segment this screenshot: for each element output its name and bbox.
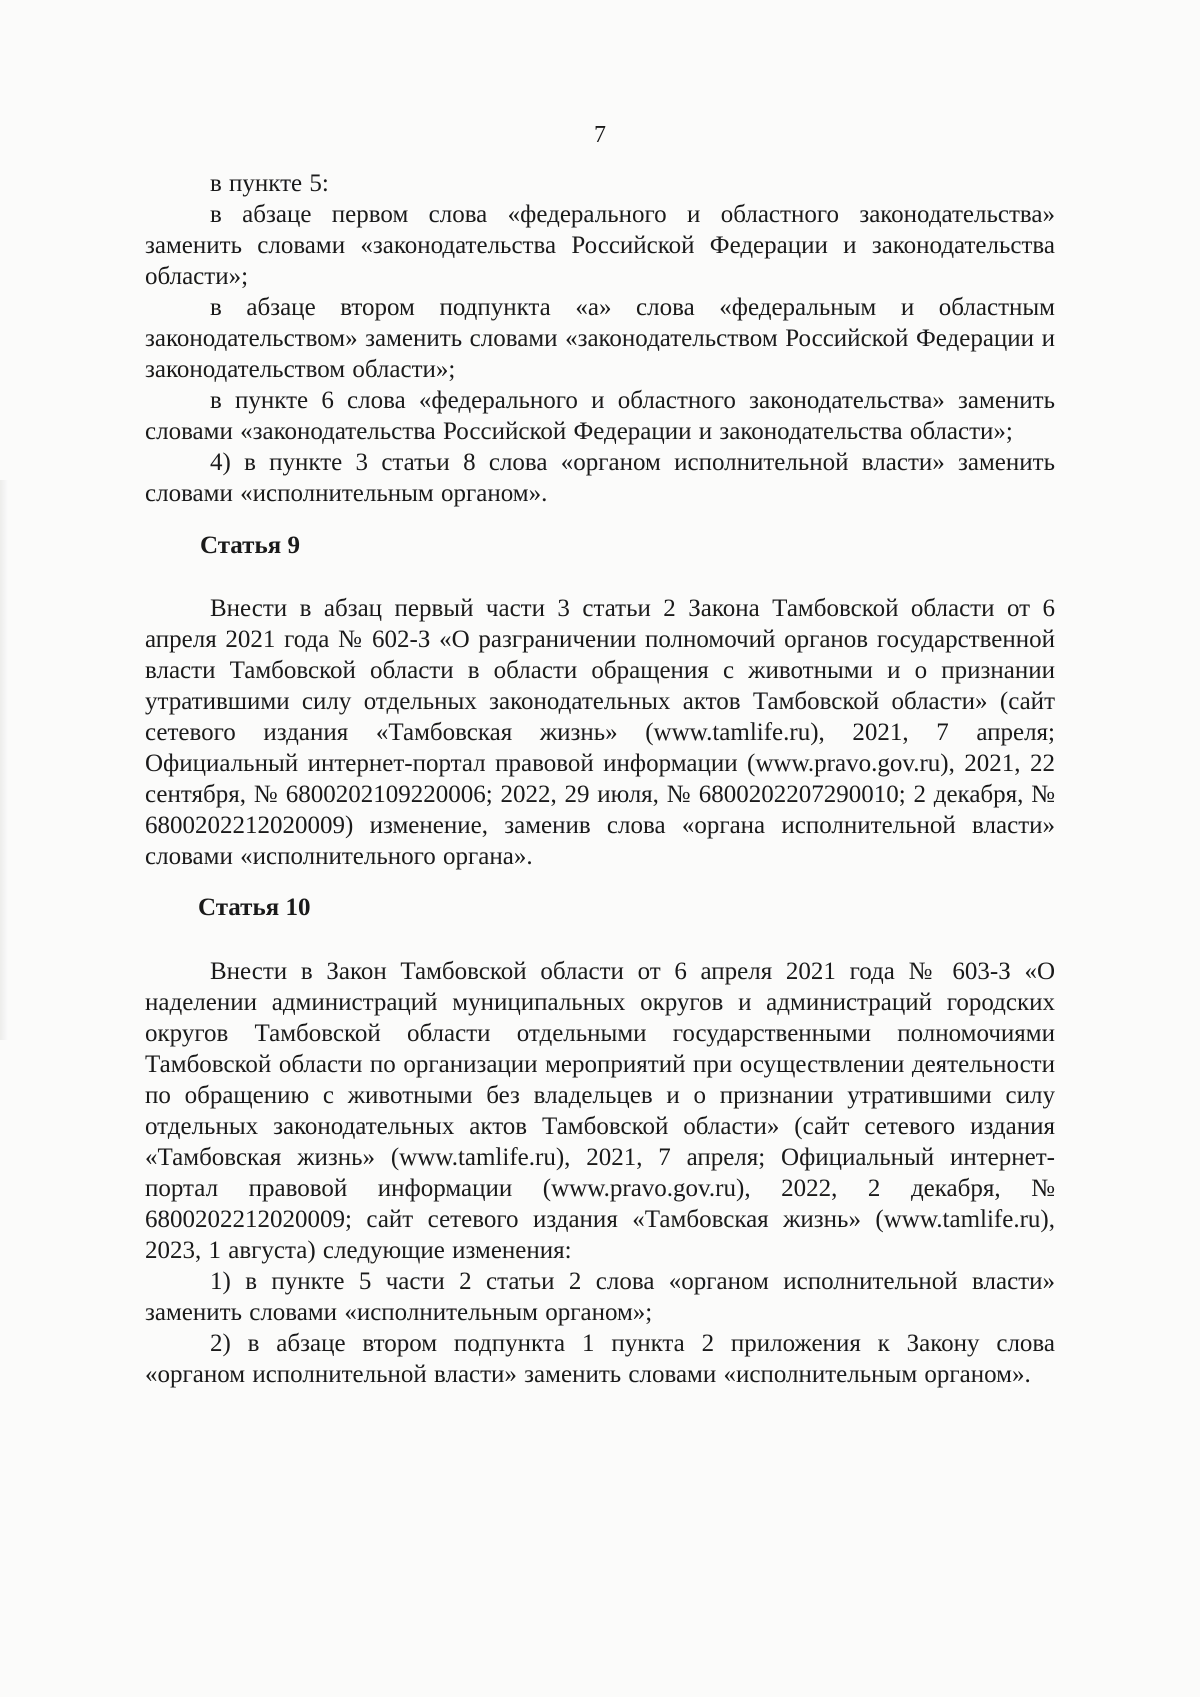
paragraph: 1) в пункте 5 части 2 статьи 2 слова «органом исполнительной власти» заменить словами «исполнительным органом»; (145, 1268, 1055, 1326)
paragraph: в абзаце первом слова «федерального и областного законодательства» заменить словами «законодательства Российской Федерации и законодательства области»; (145, 201, 1055, 290)
article-10-body (145, 956, 1055, 1390)
article-9-heading: Статья 9 (200, 532, 300, 559)
amendments-block (145, 168, 1055, 509)
article-9-body (145, 593, 1055, 872)
scan-edge-shadow (0, 480, 8, 1040)
page-number: 7 (594, 122, 606, 148)
paragraph: 4) в пункте 3 статьи 8 слова «органом исполнительной власти» заменить словами «исполнительным органом». (145, 449, 1055, 507)
paragraph: в абзаце втором подпункта «а» слова «федеральным и областным законодательством» заменить словами «законодательством Российской Федерации и законодательством области»; (145, 294, 1055, 383)
paragraph: 2) в абзаце втором подпункта 1 пункта 2 приложения к Закону слова «органом исполнительной власти» заменить словами «исполнительным органом». (145, 1330, 1055, 1388)
article-10-heading: Статья 10 (198, 894, 311, 921)
paragraph: Внести в Закон Тамбовской области от 6 апреля 2021 года № 603-З «О наделении администраций муниципальных округов и администраций городских округов Тамбовской области отдельными государственными полномочиями Тамбовской области по организации мероприятий при осуществлении деятельности по обращению с животными без владельцев и о признании утратившими силу отдельных законодательных актов Тамбовской области» (сайт сетевого издания «Тамбовская жизнь» (www.tamlife.ru), 2021, 7 апреля; Официальный интернет-портал правовой информации (www.pravo.gov.ru), 2022, 2 декабря, № 6800202212020009; сайт сетевого издания «Тамбовская жизнь» (www.tamlife.ru), 2023, 1 августа) следующие изменения: (145, 958, 1055, 1264)
paragraph: Внести в абзац первый части 3 статьи 2 Закона Тамбовской области от 6 апреля 2021 года № 602-З «О разграничении полномочий органов государственной власти Тамбовской области в области обращения с животными и о признании утратившими силу отдельных законодательных актов Тамбовской области» (сайт сетевого издания «Тамбовская жизнь» (www.tamlife.ru), 2021, 7 апреля; Официальный интернет-портал правовой информации (www.pravo.gov.ru), 2021, 22 сентября, № 6800202109220006; 2022, 29 июля, № 6800202207290010; 2 декабря, № 6800202212020009) изменение, заменив слова «органа исполнительной власти» словами «исполнительного органа». (145, 595, 1055, 870)
paragraph: в пункте 6 слова «федерального и областного законодательства» заменить словами «законодательства Российской Федерации и законодательства области»; (145, 387, 1055, 445)
paragraph: в пункте 5: (210, 170, 329, 197)
